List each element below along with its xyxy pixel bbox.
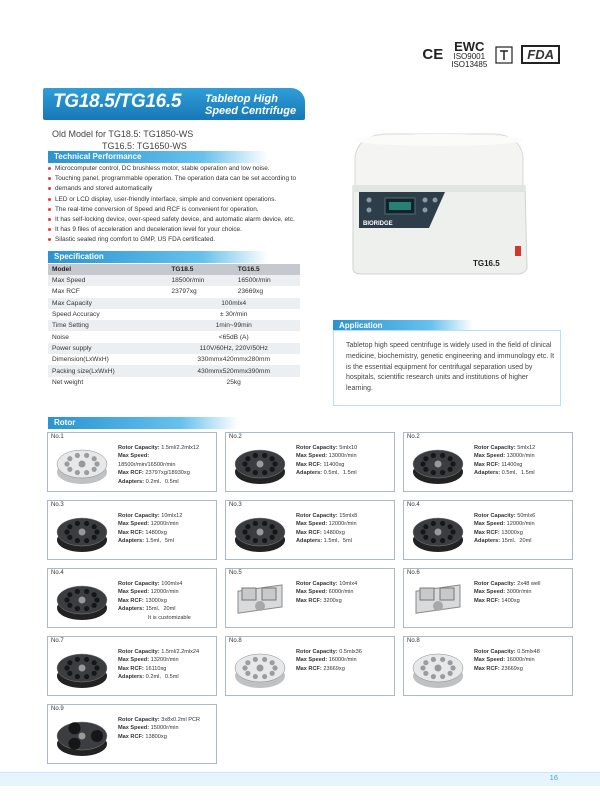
rotor-image — [54, 714, 110, 760]
rotor-specs: Rotor Capacity: 0.5mlx48 Max Speed: 16000r/min Max RCF: 23669xg — [474, 649, 540, 672]
table-cell: Dimension(LxWxH) — [52, 356, 109, 364]
table-cell: <65dB (A) — [218, 333, 249, 341]
rotor-image — [232, 442, 288, 488]
rotor-image — [54, 510, 110, 556]
table-cell: 330mmx420mmx280mm — [197, 356, 270, 364]
table-cell: Power supply — [48, 343, 167, 354]
subtitle-line-2: Speed Centrifuge — [205, 105, 297, 117]
iso9001-label: ISO9001 — [453, 52, 486, 61]
rotor-card — [403, 636, 573, 696]
feature-item: Microcomputer control, DC brushless motor, stable operation and low noise. — [48, 164, 318, 174]
rotor-number: No.8 — [407, 638, 420, 644]
table-cell: Packing size(LxWxH) — [48, 365, 167, 376]
feature-item: Silastic sealed ring comfort to GMP, US FDA certificated. — [48, 235, 318, 245]
fda-mark: FDA — [521, 45, 560, 64]
table-cell: 18500r/min — [167, 275, 233, 286]
rotor-number: No.2 — [229, 434, 242, 440]
specification-table — [48, 264, 300, 388]
table-cell: Net weight — [52, 378, 84, 386]
rotor-image — [54, 646, 110, 692]
page-number: 16 — [549, 773, 558, 782]
table-cell: 100mlx4 — [167, 298, 300, 309]
certification-logos — [422, 40, 560, 69]
rotor-number: No.3 — [229, 502, 242, 508]
table-cell: 1min~99min — [167, 320, 300, 331]
old-model-line-1: Old Model for TG18.5: TG1850-WS — [52, 129, 194, 139]
rotor-card — [47, 636, 217, 696]
feature-item: Touching panel, programmable operation. The operation data can be set according to — [48, 174, 318, 184]
table-header: Model — [48, 264, 167, 275]
table-cell: Noise — [52, 333, 69, 341]
rotor-card — [225, 568, 395, 628]
performance-list — [48, 164, 318, 246]
application-header: Application — [333, 320, 473, 332]
rotor-card — [47, 500, 217, 560]
rotor-number: No.4 — [51, 570, 64, 576]
rotor-image — [54, 442, 110, 488]
table-cell: 430mmx520mmx390mm — [167, 365, 300, 376]
feature-item: It has self-locking device, over-speed safety device, and automatic alarm device, etc. — [48, 215, 318, 225]
feature-item: LED or LCD display, user-friendly interface, simple and convenient operations. — [48, 195, 318, 205]
table-header: TG16.5 — [234, 264, 300, 275]
rotor-image — [232, 578, 288, 624]
machine-label: TG16.5 — [473, 259, 500, 268]
ewc-iso-mark — [451, 40, 487, 69]
table-cell: Speed Accuracy — [52, 311, 100, 319]
rotor-card — [225, 500, 395, 560]
feature-item: It has 9 files of acceleration and deceleration level for your choice. — [48, 225, 318, 235]
table-cell: Max Speed — [48, 275, 167, 286]
rotor-card — [225, 636, 395, 696]
rotor-specs: Rotor Capacity: 2x48 well Max Speed: 3000r/min Max RCF: 1400xg — [474, 581, 541, 604]
ce-mark: CE — [422, 46, 444, 63]
table-cell: 16500r/min — [234, 275, 300, 286]
rotor-header: Rotor — [48, 417, 238, 429]
rotor-specs: Rotor Capacity: 15mlx8 Max Speed: 12000r/min Max RCF: 14800xg Adapters: 1.5ml、5ml — [296, 513, 358, 545]
rotor-specs: Rotor Capacity: 50mlx6 Max Speed: 12000r/min Max RCF: 13000xg Adapters: 15ml、20ml — [474, 513, 536, 545]
table-cell: 23669xg — [237, 288, 263, 296]
centrifuge-image — [345, 128, 535, 278]
rotor-card — [403, 432, 573, 492]
rotor-specs: Rotor Capacity: 5mlx10 Max Speed: 13000r/min Max RCF: 11400xg Adapters: 0.5ml、1.5ml — [296, 445, 358, 477]
specification-header: Specification — [48, 251, 268, 263]
table-cell: 25kg — [226, 378, 241, 386]
table-header: TG18.5 — [167, 264, 233, 275]
table-cell: Time Setting — [48, 320, 167, 331]
rotor-number: No.2 — [407, 434, 420, 440]
feature-item: The real-time conversion of Speed and RCF is convenient for operation. — [48, 205, 318, 215]
subtitle-line-1: Tabletop High — [205, 93, 278, 105]
rotor-number: No.9 — [51, 706, 64, 712]
rotor-image — [232, 646, 288, 692]
machine-brand: BIORIDGE — [363, 221, 393, 227]
rotor-number: No.5 — [229, 570, 242, 576]
rotor-number: No.3 — [51, 502, 64, 508]
iso13485-label: ISO13485 — [451, 60, 488, 69]
rotor-number: No.8 — [229, 638, 242, 644]
rotor-image — [410, 578, 466, 624]
rotor-image — [410, 510, 466, 556]
ewc-label: EWC — [454, 39, 485, 54]
table-cell: ± 30r/min — [219, 311, 248, 319]
rotor-image — [410, 442, 466, 488]
table-cell: 110V/60Hz, 220V/50Hz — [167, 343, 300, 354]
rotor-card — [403, 500, 573, 560]
rotor-card — [47, 704, 217, 764]
rotor-number: No.7 — [51, 638, 64, 644]
rotor-specs: Rotor Capacity: 1.5ml/2.2mlx24 Max Speed: 13200r/min Max RCF: 16110xg Adapters: 0.2ml、0.5ml — [118, 649, 200, 681]
rotor-number: No.1 — [51, 434, 64, 440]
rotor-number: No.6 — [407, 570, 420, 576]
rotor-specs: Rotor Capacity: 5mlx12 Max Speed: 13000r/min Max RCF: 11400xg Adapters: 0.5ml、1.5ml — [474, 445, 536, 477]
rotor-specs: Rotor Capacity: 10mlx4 Max Speed: 6000r/min Max RCF: 3200xg — [296, 581, 358, 604]
footer-line — [0, 772, 600, 773]
table-cell: Max RCF — [52, 288, 80, 296]
rotor-image — [410, 646, 466, 692]
rotor-card — [225, 432, 395, 492]
tuv-icon — [495, 46, 513, 64]
rotor-image — [232, 510, 288, 556]
rotor-specs: Rotor Capacity: 100mlx4 Max Speed: 12000r/min Max RCF: 13000xg Adapters: 15ml、20ml It is customizable — [118, 581, 191, 621]
old-model-line-2: TG16.5: TG1650-WS — [102, 141, 187, 151]
application-text: Tabletop high speed centrifuge is widely used in the field of clinical medicine, biochemistry, genetic engineering and immunology etc. It is the essential equipment for centrifugal separation used by hospitals, scientific research units and institutions of higher learning. — [346, 342, 555, 393]
product-subtitle — [205, 93, 296, 117]
rotor-specs: Rotor Capacity: 0.5mlx36 Max Speed: 16000r/min Max RCF: 23669xg — [296, 649, 362, 672]
rotor-image — [54, 578, 110, 624]
old-model-note — [52, 128, 193, 152]
rotor-specs: Rotor Capacity: 3x8x0.2ml PCR Max Speed: 15000r/min Max RCF: 13800xg — [118, 717, 201, 740]
footer-band — [0, 772, 600, 786]
table-cell: 23797xg — [171, 288, 197, 296]
rotor-card — [403, 568, 573, 628]
performance-header: Technical Performance — [48, 151, 268, 163]
table-cell: Max Capacity — [48, 298, 167, 309]
rotor-number: No.4 — [407, 502, 420, 508]
rotor-specs: Rotor Capacity: 10mlx12 Max Speed: 12000r/min Max RCF: 14800xg Adapters: 1.5ml、5ml — [118, 513, 183, 545]
rotor-specs: Rotor Capacity: 1.5ml/2.2mlx12 Max Speed: 18500r/min/16500r/min Max RCF: 23797xg/18930xg Adapters: 0.2ml、0.5ml — [118, 445, 200, 485]
feature-item: demands and stored automatically — [48, 184, 318, 194]
rotor-card — [47, 568, 217, 628]
model-title: TG18.5/TG16.5 — [53, 91, 182, 112]
rotor-card — [47, 432, 217, 492]
